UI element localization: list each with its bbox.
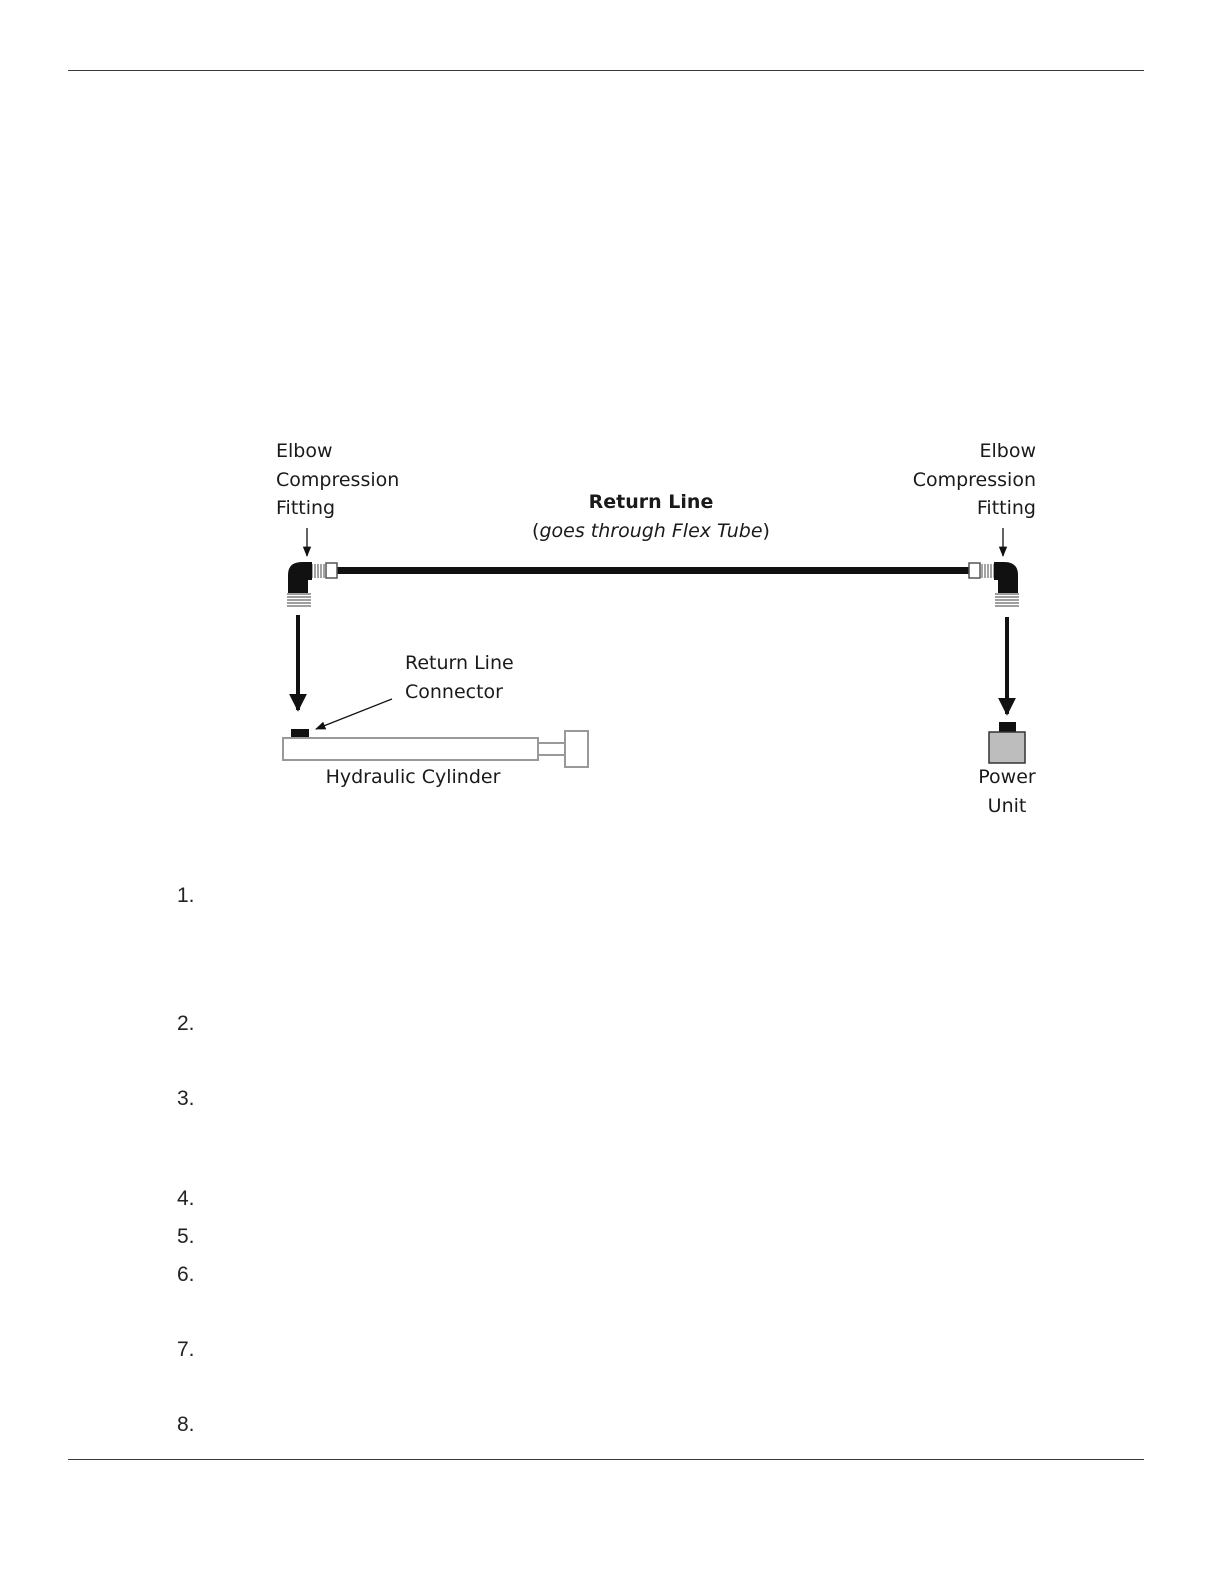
step-number-2: 2. — [177, 1012, 195, 1035]
step-number-7: 7. — [177, 1338, 195, 1361]
step-number-6: 6. — [177, 1263, 195, 1286]
left-fitting-label-line3: Fitting — [276, 497, 336, 519]
right-fitting-label-line1: Elbow — [979, 440, 1036, 462]
step-number-3: 3. — [177, 1087, 195, 1110]
power-unit-label-line2: Unit — [987, 795, 1027, 817]
connector-label — [405, 652, 514, 703]
return-line-note-open: ( — [532, 520, 540, 542]
right-fitting-label — [913, 440, 1036, 519]
left-fitting-label — [276, 440, 399, 519]
left-fitting-label-line1: Elbow — [276, 440, 333, 462]
return-line-note-close: ) — [762, 520, 770, 542]
step-number-8: 8. — [177, 1413, 195, 1436]
step-number-5: 5. — [177, 1225, 195, 1248]
power-unit-icon — [989, 722, 1025, 763]
connector-label-line1: Return Line — [405, 652, 514, 674]
step-number-1: 1. — [177, 884, 195, 907]
return-line-note-italic: goes through Flex Tube — [539, 520, 763, 542]
left-elbow-fitting-icon — [287, 562, 337, 606]
connector-pointer-arrow — [316, 699, 392, 729]
footer-rule — [68, 1459, 1144, 1460]
return-line-connector — [291, 729, 309, 738]
right-fitting-label-line3: Fitting — [976, 497, 1036, 519]
return-line-title: Return Line — [588, 491, 714, 513]
power-unit-label-line1: Power — [978, 766, 1036, 788]
return-line-note — [532, 520, 770, 542]
step-number-4: 4. — [177, 1187, 195, 1210]
right-elbow-fitting-icon — [969, 562, 1019, 606]
left-fitting-label-line2: Compression — [276, 469, 400, 491]
cylinder-label: Hydraulic Cylinder — [325, 766, 501, 788]
connector-label-line2: Connector — [405, 681, 503, 703]
right-fitting-label-line2: Compression — [912, 469, 1036, 491]
return-line-tube — [336, 567, 970, 574]
hydraulic-cylinder-icon — [283, 729, 588, 767]
